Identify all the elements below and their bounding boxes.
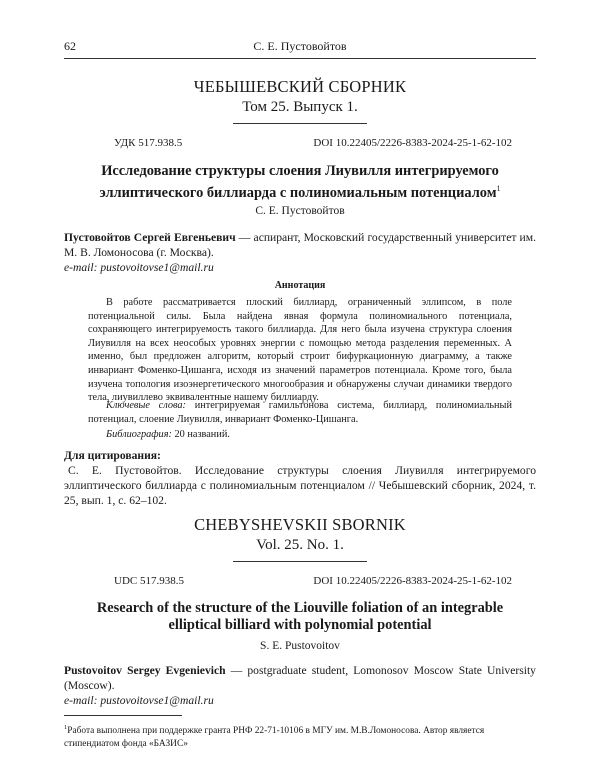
author-affiliation-text-ru: — аспирант, Московский государственный университет им. М. В. Ломоносова (г. Москва). — [64, 231, 536, 259]
abstract-body: В работе рассматривается плоский биллиард, ограниченный эллипсом, в поле потенциальной силы. Была найдена явная формула полиномиального потенциала, сохраняющего интегрируемость такого биллиарда. Для него была изучена структура слоения Лиувилля на всех неособых уровнях энергии с помощью метода разделения переменных. А именно, был предложен алгоритм, который строит бифуркационную диаграмму, а также инвариант Фоменко-Цишанга, исходя из значений параметров потенциала. Кроме того, была изучена топология изоэнергетического многообразия и обнаружены случаи динамики твердого тела, лиувиллево эквивалентные нашему биллиарду. — [88, 297, 512, 404]
author-name-ru: Пустовойтов Сергей Евгеньевич — [64, 231, 236, 244]
author-byline-ru: С. Е. Пустовойтов — [255, 205, 345, 217]
volume-ru: Том 25. Выпуск 1. — [242, 99, 358, 115]
bibliography-count — [106, 429, 230, 440]
journal-title-ru: ЧЕБЫШЕВСКИЙ СБОРНИК — [193, 77, 407, 96]
footnote-mark[interactable]: 1 — [496, 184, 501, 193]
title-rule-en — [233, 561, 367, 562]
udc-en: UDC 517.938.5 — [114, 575, 184, 587]
citation-body: С. Е. Пустовойтов. Исследование структуры слоения Лиувилля интегрируемого эллиптического биллиарда с полиномиальным потенциалом // Чебышевский сборник, 2024, т. 25, вып. 1, с. 62–102. — [64, 464, 536, 507]
footnote-number: 1 — [64, 724, 68, 731]
author-affiliation-text-en: — postgraduate student, Lomonosov Moscow State University (Moscow). — [64, 664, 536, 692]
doi-en: DOI 10.22405/2226-8383-2024-25-1-62-102 — [313, 575, 512, 587]
volume-en: Vol. 25. No. 1. — [256, 537, 344, 553]
author-email-en[interactable]: e-mail: pustovoitovse1@mail.ru — [64, 694, 214, 707]
author-affiliation-ru — [64, 230, 536, 275]
bibliography-label: Библиография: — [106, 429, 172, 440]
author-affiliation-en — [64, 663, 536, 708]
keywords-label: Ключевые слова: — [106, 400, 186, 411]
article-title-en — [60, 600, 540, 634]
author-email-ru[interactable]: e-mail: pustovoitovse1@mail.ru — [64, 261, 214, 274]
article-title-ru — [60, 163, 540, 202]
abstract-text — [88, 296, 512, 405]
title-ru-line2-text: эллиптического биллиарда с полиномиальным потенциалом — [99, 184, 497, 201]
bibliography-value: 20 названий. — [171, 429, 230, 440]
author-byline-en: S. E. Pustovoitov — [260, 640, 340, 652]
udc-ru: УДК 517.938.5 — [114, 137, 183, 149]
journal-title-en: CHEBYSHEVSKII SBORNIK — [194, 515, 406, 534]
article-title-en-line1: Research of the structure of the Liouville foliation of an integrable — [96, 600, 504, 616]
doi-ru: DOI 10.22405/2226-8383-2024-25-1-62-102 — [313, 137, 512, 149]
keywords-text: интегрируемая гамильтонова система, биллиард, полиномиальный потенциал, слоение Лиувилля, инвариант Фоменко-Цишанга. — [88, 400, 512, 425]
author-name-en: Pustovoitov Sergey Evgenievich — [64, 664, 226, 677]
citation-heading: Для цитирования: — [64, 449, 161, 462]
abstract-heading: Аннотация — [274, 280, 326, 291]
article-title-en-line2: elliptical billiard with polynomial potential — [168, 617, 432, 633]
header-rule — [64, 58, 536, 59]
title-rule-ru — [233, 123, 367, 124]
page-number: 62 — [64, 39, 76, 53]
keywords-ru — [88, 399, 512, 426]
citation-text — [64, 463, 536, 508]
article-title-ru-line1: Исследование структуры слоения Лиувилля интегрируемого — [101, 163, 499, 179]
running-header-author: С. Е. Пустовойтов — [253, 39, 347, 53]
article-title-ru-line2 — [60, 180, 540, 202]
footnote-rule — [64, 715, 182, 716]
footnote — [64, 721, 536, 751]
footnote-text: Работа выполнена при поддержке гранта РНФ 22-71-10106 в МГУ им. М.В.Ломоносова. Автор является стипендиатом фонда «БАЗИС» — [64, 726, 485, 750]
